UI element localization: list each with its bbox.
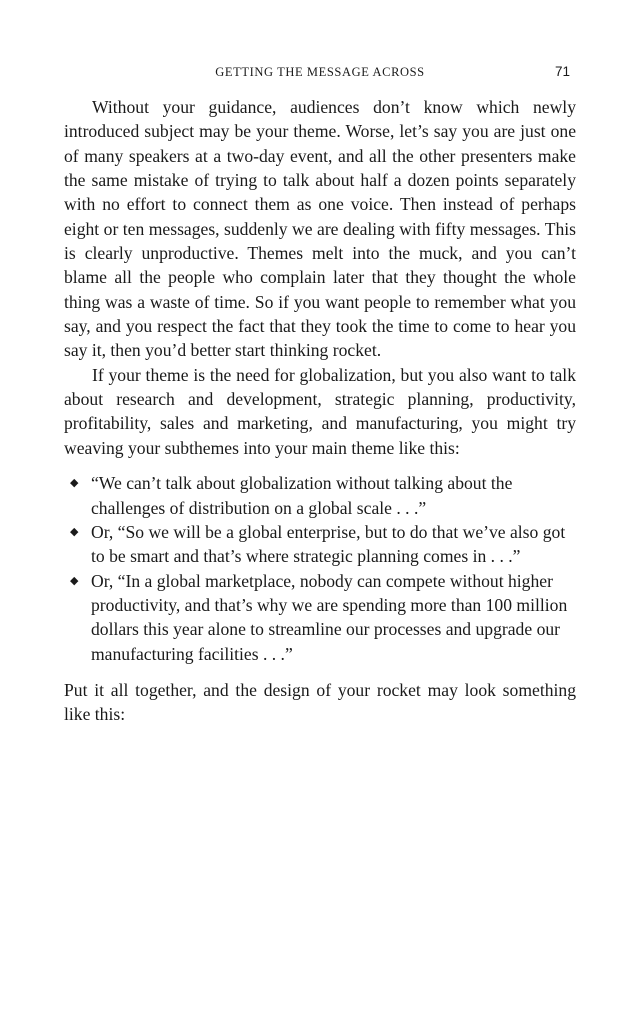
- body-text: [64, 95, 576, 727]
- page-number: 71: [554, 64, 570, 79]
- bullet-list: [64, 471, 576, 666]
- diamond-bullet-icon: ◆: [70, 573, 79, 587]
- bullet-text: Or, “So we will be a global enterprise, but to do that we’ve also got to be smart and that’s where strategic planning comes in . . .”: [91, 521, 566, 567]
- paragraph-2: If your theme is the need for globalization, but you also want to talk about research and development, strategic planning, productivity, profitability, sales and marketing, and manufacturing, you might try weaving your subthemes into your main theme like this:: [64, 364, 576, 458]
- bullet-item: [64, 569, 576, 666]
- bullet-item: [64, 520, 576, 569]
- running-header: [64, 62, 576, 82]
- diamond-bullet-icon: ◆: [70, 524, 79, 538]
- paragraph-3: Put it all together, and the design of your rocket may look something like this:: [64, 679, 576, 725]
- diamond-bullet-icon: ◆: [70, 476, 79, 490]
- running-title: GETTING THE MESSAGE ACROSS: [215, 65, 425, 79]
- bullet-text: Or, “In a global marketplace, nobody can compete without higher productivity, and that’s why we are spending more than 100 million dollars this year alone to streamline our processes and upgrade our manufacturing facilities . . .”: [91, 570, 568, 664]
- paragraph-1: Without your guidance, audiences don’t know which newly introduced subject may be your theme. Worse, let’s say you are just one of many speakers at a two-day event, and all the other presenters make the same mistake of trying to talk about half a dozen points separately with no effort to connect them as one voice. Then instead of perhaps eight or ten messages, suddenly we are dealing with fifty messages. This is clearly unproductive. Themes melt into the muck, and you can’t blame all the people who complain later that they thought the whole thing was a waste of time. So if you want people to remember what you say, and you respect the fact that they took the time to come to hear you say it, then you’d better start thinking rocket.: [64, 97, 576, 361]
- bullet-text: “We can’t talk about globalization without talking about the challenges of distribution on a global scale . . .”: [91, 473, 513, 518]
- bullet-item: [64, 471, 576, 520]
